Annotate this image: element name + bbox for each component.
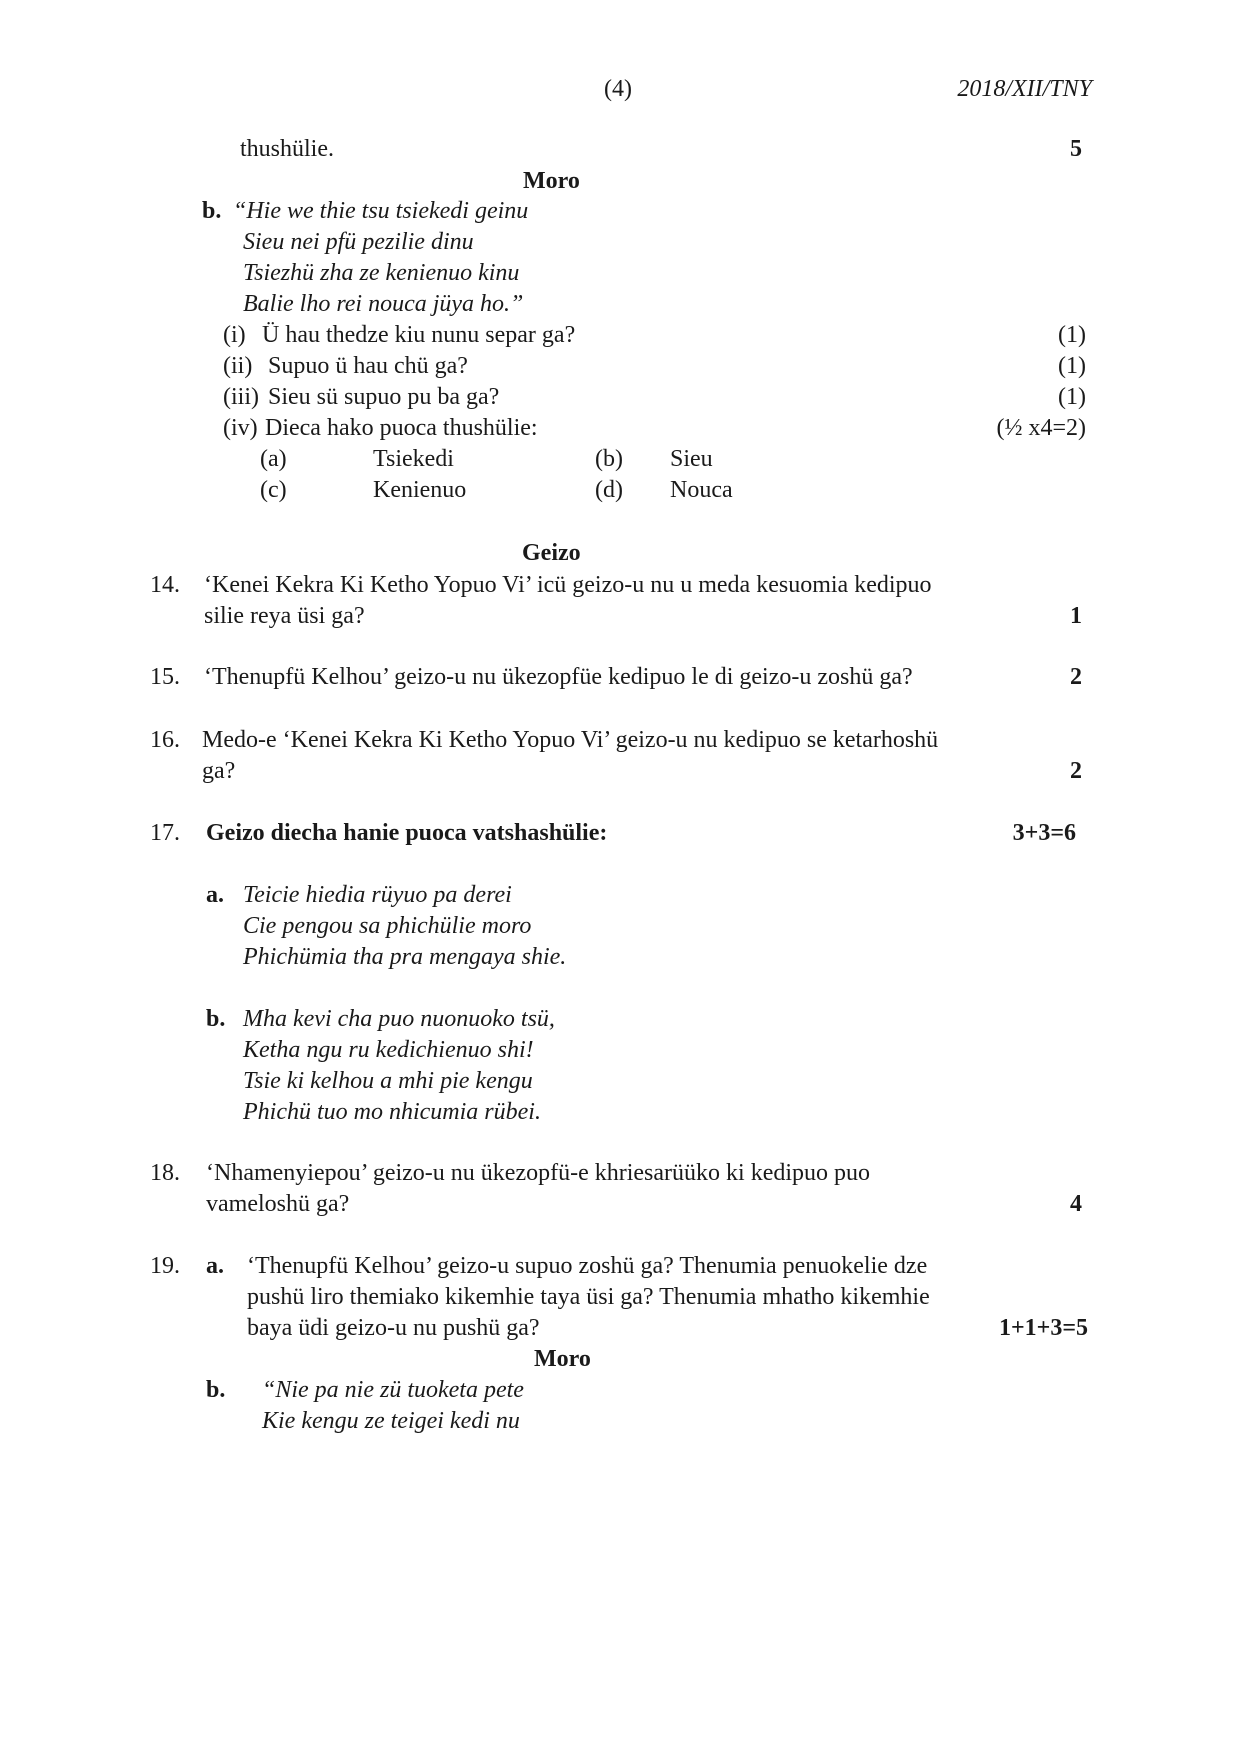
question-text: ‘Thenupfü Kelhou’ geizo-u nu ükezopfüe kedipuo le di geizo-u zoshü ga? xyxy=(204,664,913,690)
poem-line: Tsiezhü zha ze kenienuo kinu xyxy=(243,260,520,286)
option-label: (c) xyxy=(260,477,287,503)
question-text: baya üdi geizo-u nu pushü ga? xyxy=(247,1315,540,1341)
sub-question-marks: (1) xyxy=(1058,353,1086,379)
question-number: 19. xyxy=(150,1253,180,1279)
part-label: a. xyxy=(206,1253,224,1279)
sub-question-num: (iii) xyxy=(223,384,259,410)
poem-line: Ketha ngu ru kedichienuo shi! xyxy=(243,1037,534,1063)
question-text: vameloshü ga? xyxy=(206,1191,350,1217)
sub-question-text: Ü hau thedze kiu nunu separ ga? xyxy=(262,322,576,348)
question-text: pushü liro themiako kikemhie taya üsi ga? Thenumia mhatho kikemhie xyxy=(247,1284,930,1310)
sub-question-text: Sieu sü supuo pu ba ga? xyxy=(268,384,500,410)
poem-line: Kie kengu ze teigei kedi nu xyxy=(262,1408,520,1434)
sub-question-text: Supuo ü hau chü ga? xyxy=(268,353,468,379)
option-word: Tsiekedi xyxy=(373,446,454,472)
question-number: 17. xyxy=(150,820,180,846)
paper-code: 2018/XII/TNY xyxy=(957,76,1092,102)
sub-question-marks: (1) xyxy=(1058,322,1086,348)
poem-line: Phichümia tha pra mengaya shie. xyxy=(243,944,567,970)
question-text: ‘Thenupfü Kelhou’ geizo-u supuo zoshü ga? Thenumia penuokelie dze xyxy=(247,1253,928,1279)
poem-line: Sieu nei pfü pezilie dinu xyxy=(243,229,474,255)
q13-marks: 5 xyxy=(1070,136,1082,162)
question-number: 15. xyxy=(150,664,180,690)
sub-question-num: (i) xyxy=(223,322,246,348)
page-number: (4) xyxy=(604,76,632,102)
question-text: ‘Nhamenyiepou’ geizo-u nu ükezopfü-e khriesarüüko ki kedipuo puo xyxy=(206,1160,871,1186)
or-label: Moro xyxy=(534,1346,591,1372)
sub-question-num: (ii) xyxy=(223,353,253,379)
question-marks: 4 xyxy=(1070,1191,1082,1217)
question-marks: 1 xyxy=(1070,603,1082,629)
question-number: 16. xyxy=(150,727,180,753)
question-text: ga? xyxy=(202,758,236,784)
question-marks: 1+1+3=5 xyxy=(998,1315,1088,1341)
question-number: 14. xyxy=(150,572,180,598)
option-word: Sieu xyxy=(670,446,713,472)
poem-line: Teicie hiedia rüyuo pa derei xyxy=(243,882,512,908)
question-marks: 2 xyxy=(1070,664,1082,690)
option-label: (d) xyxy=(595,477,623,503)
option-label: (b) xyxy=(595,446,623,472)
option-label: (a) xyxy=(260,446,287,472)
sub-question-marks: (1) xyxy=(1058,384,1086,410)
q13b-label: b. xyxy=(202,198,222,224)
poem-line: Phichü tuo mo nhicumia rübei. xyxy=(243,1099,541,1125)
question-marks: 3+3=6 xyxy=(1012,820,1076,846)
part-label: b. xyxy=(206,1377,226,1403)
poem-line: “Hie we thie tsu tsiekedi geinu xyxy=(233,198,529,224)
poem-line: “Nie pa nie zü tuoketa pete xyxy=(262,1377,524,1403)
question-text: ‘Kenei Kekra Ki Ketho Yopuo Vi’ icü geizo-u nu u meda kesuomia kedipuo xyxy=(204,572,932,598)
option-word: Kenienuo xyxy=(373,477,467,503)
question-number: 18. xyxy=(150,1160,180,1186)
poem-line: Mha kevi cha puo nuonuoko tsü, xyxy=(243,1006,555,1032)
question-marks: 2 xyxy=(1070,758,1082,784)
option-word: Nouca xyxy=(670,477,733,503)
q13-tail-text: thushülie. xyxy=(240,136,334,162)
part-label: a. xyxy=(206,882,224,908)
poem-line: Balie lho rei nouca jüya ho.” xyxy=(243,291,524,317)
question-text: Geizo diecha hanie puoca vatshashülie: xyxy=(206,820,608,846)
section-title: Geizo xyxy=(522,540,581,566)
sub-question-num: (iv) xyxy=(223,415,258,441)
or-label: Moro xyxy=(523,168,580,194)
poem-line: Tsie ki kelhou a mhi pie kengu xyxy=(243,1068,533,1094)
part-label: b. xyxy=(206,1006,226,1032)
question-text: Medo-e ‘Kenei Kekra Ki Ketho Yopuo Vi’ geizo-u nu kedipuo se ketarhoshü xyxy=(202,727,939,753)
question-text: silie reya üsi ga? xyxy=(204,603,365,629)
sub-question-marks: (½ x4=2) xyxy=(996,415,1086,441)
sub-question-text: Dieca hako puoca thushülie: xyxy=(265,415,538,441)
poem-line: Cie pengou sa phichülie moro xyxy=(243,913,532,939)
